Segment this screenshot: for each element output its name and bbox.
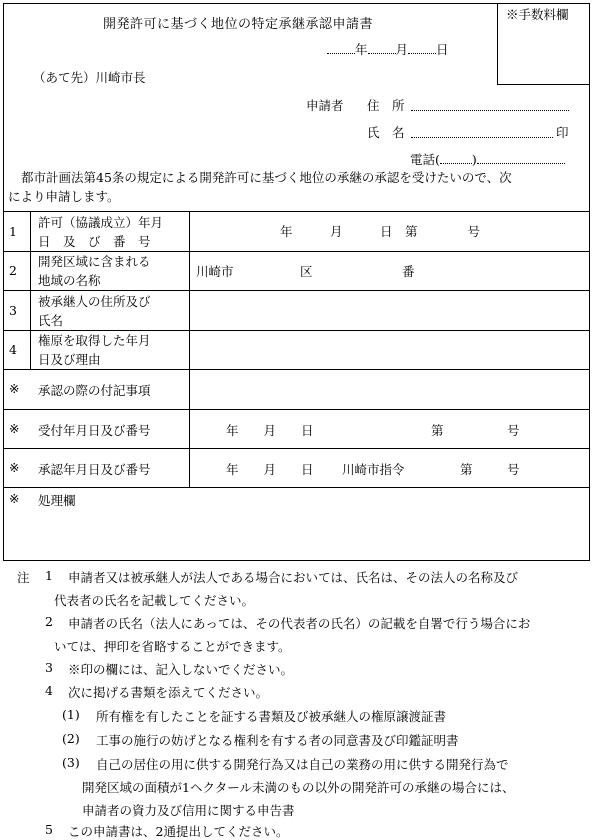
row-label: 地域の名称	[38, 273, 101, 288]
addressee: （あて先）川崎市長	[33, 70, 146, 85]
row-value-no: 第	[460, 462, 473, 477]
note-subnumber: (1)	[62, 707, 80, 722]
note-text: 代表者の氏名を記載してください。	[54, 593, 255, 608]
row-value-lot: 番	[402, 264, 415, 279]
row-label: 受付年月日及び番号	[38, 423, 151, 438]
row-number: 4	[9, 342, 17, 357]
row-value[interactable]: 年 月 日	[226, 423, 314, 438]
row-number: ※	[9, 460, 20, 475]
phone-open: (	[435, 152, 440, 167]
row-label: 開発区域に含まれる	[38, 254, 151, 269]
phone-label: 電話	[410, 152, 436, 167]
note-text: 工事の施行の妨げとなる権利を有する者の同意書及び印鑑証明書	[96, 733, 459, 748]
address-label: 住 所	[367, 98, 405, 113]
note-number: 3	[45, 660, 53, 675]
row-label: 日及び理由	[38, 352, 101, 367]
row-label: 許可（協議成立）年月	[38, 215, 164, 230]
phone-line[interactable]	[410, 150, 565, 168]
table-rule	[3, 290, 590, 291]
table-rule	[3, 211, 590, 212]
row-label: 被承継人の住所及び	[38, 294, 151, 309]
table-rule	[3, 409, 590, 410]
row-label: 氏名	[38, 313, 64, 328]
name-field[interactable]	[411, 123, 553, 138]
row-label: 日 及 び 番 号	[38, 234, 151, 249]
note-number: 1	[45, 568, 53, 583]
row-label: 権原を取得した年月	[38, 333, 151, 348]
note-text: 申請者の資力及び信用に関する申告書	[82, 803, 295, 818]
note-subnumber: (2)	[62, 731, 80, 746]
note-text: 申請者の氏名（法人にあっては、その代表者の氏名）の記載を自署で行う場合にお	[68, 616, 531, 631]
note-text: 申請者又は被承継人が法人である場合においては、氏名は、その法人の名称及び	[68, 570, 519, 585]
row-value-go: 号	[507, 462, 520, 477]
row-label: 承認の際の付記事項	[38, 383, 151, 398]
notes-heading: 注	[17, 570, 30, 585]
note-text: 自己の居住の用に供する開発行為又は自己の業務の用に供する開発行為で	[96, 757, 509, 772]
row-label: 承認年月日及び番号	[38, 462, 151, 477]
note-text: ※印の欄には、記入しないでください。	[68, 662, 294, 677]
column-rule	[189, 211, 190, 487]
row-number: ※	[9, 381, 20, 396]
seal-mark: 印	[556, 125, 569, 140]
row-number: 2	[9, 263, 17, 278]
form-title: 開発許可に基づく地位の特定承継承認申請書	[103, 17, 374, 32]
table-rule	[3, 487, 590, 488]
row-value[interactable]: 年 月 日 第 号	[280, 224, 481, 239]
table-rule	[3, 369, 590, 370]
note-text: 所有権を有したことを証する書類及び被承継人の権原譲渡証書	[96, 709, 447, 724]
row-number: ※	[9, 491, 20, 506]
row-number: 1	[9, 224, 17, 239]
date-month-label: 月	[395, 42, 409, 57]
note-text: 開発区域の面積が1ヘクタール未満のもの以外の開発許可の承継の場合には、	[82, 780, 515, 795]
note-subnumber: (3)	[62, 755, 80, 770]
note-text: 次に掲げる書類を添えてください。	[68, 685, 269, 700]
date-day-label: 日	[436, 42, 449, 57]
phone-close: )	[471, 152, 477, 167]
date-line[interactable]	[327, 40, 449, 58]
name-label: 氏 名	[367, 125, 405, 140]
row-value-go: 号	[507, 423, 520, 438]
address-field[interactable]	[411, 96, 569, 111]
row-number: ※	[9, 421, 20, 436]
row-value[interactable]: 年 月 日	[226, 462, 314, 477]
row-value-ward: 区	[300, 264, 313, 279]
note-text: いては、押印を省略することができます。	[54, 639, 291, 654]
row-value-city: 川崎市指令	[342, 462, 405, 477]
note-number: 5	[45, 822, 53, 837]
note-number: 2	[45, 614, 53, 629]
fee-box	[497, 3, 590, 85]
applicant-label: 申請者	[306, 98, 344, 113]
column-rule	[30, 211, 31, 369]
intro-line-2: により申請します。	[8, 189, 120, 204]
table-rule	[3, 448, 590, 449]
fee-box-label: ※手数料欄	[506, 7, 569, 22]
intro-line-1: 都市計画法第45条の規定による開発許可に基づく地位の承継の承認を受けたいので、次	[21, 170, 512, 185]
note-text: この申請書は、2通提出してください。	[68, 824, 289, 839]
row-label: 処理欄	[38, 493, 76, 508]
row-value-no: 第	[431, 423, 444, 438]
row-number: 3	[9, 303, 17, 318]
note-number: 4	[45, 683, 53, 698]
row-value-city: 川崎市	[196, 264, 234, 279]
date-year-label: 年	[355, 42, 368, 57]
